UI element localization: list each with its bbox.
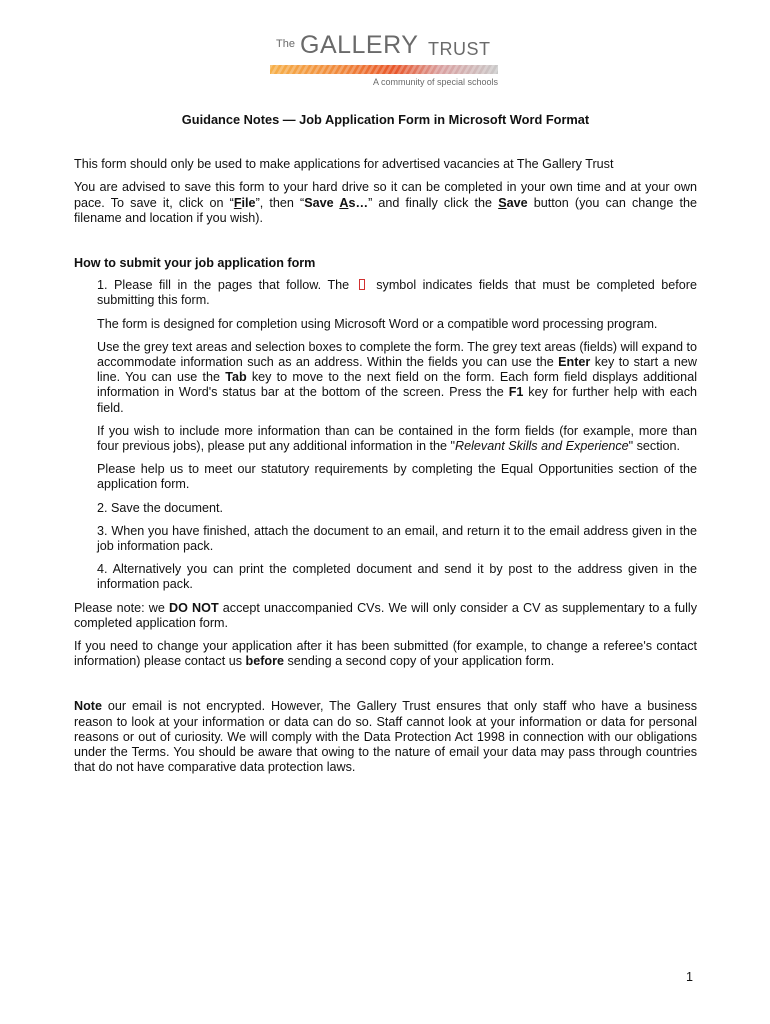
logo-the: The	[276, 38, 295, 50]
logo-gallery: GALLERY	[300, 31, 419, 59]
logo-tagline: A community of special schools	[372, 77, 498, 87]
please-note-paragraph: Please note: we DO NOT accept unaccompanied CVs. We will only consider a CV as supplementary to a fully completed application form.	[74, 600, 697, 630]
document-body	[74, 112, 697, 784]
intro-paragraph-2: You are advised to save this form to your hard drive so it can be completed in your own time and at your own pace. To save it, click on “File”, then “Save As…” and finally click the Save button (you can change the filename and location if you wish).	[74, 180, 697, 225]
required-field-symbol-icon	[359, 279, 365, 290]
step-2: 2. Save the document.	[97, 500, 224, 515]
email-note-paragraph: Note our email is not encrypted. However, The Gallery Trust ensures that only staff who have a business reason to look at your information or data can do so. Staff cannot look at your information or data for personal reasons or out of curiosity. We will comply with the Data Protection Act 1998 in connection with our obligations under the Terms. You should be aware that owing to the nature of email your data may pass through countries that do not have comparative data protection laws.	[74, 699, 697, 775]
step-1: 1. Please fill in the pages that follow. The symbol indicates fields that must be completed before submitting this form.	[97, 278, 697, 308]
paragraph-more-info: If you wish to include more information than can be contained in the form fields (for example, more than four previous jobs), please put any additional information in the "Relevant Skills and Experience" section.	[97, 423, 697, 454]
paragraph-equal-opportunities: Please help us to meet our statutory requirements by completing the Equal Opportunities section of the application form.	[97, 462, 697, 492]
logo-color-bar	[270, 65, 498, 74]
paragraph-grey-areas: Use the grey text areas and selection boxes to complete the form. The grey text areas (fields) will expand to accommodate information such as an address. Within the fields you can use the Enter key to start a new line. You can use the Tab key to move to the next field on the form. Each form field displays additional information in Word's status bar at the bottom of the screen. Press the F1 key for further help with each field.	[97, 339, 697, 415]
page-number: 1	[686, 970, 694, 984]
document-title: Guidance Notes — Job Application Form in Microsoft Word Format	[181, 112, 590, 127]
step-4: 4. Alternatively you can print the completed document and send it by post to the address given in the information pack.	[97, 562, 697, 592]
section-heading-how-to-submit: How to submit your job application form	[74, 256, 316, 271]
gallery-trust-logo	[270, 30, 500, 94]
logo-trust: TRUST	[428, 39, 491, 59]
intro-paragraph-1: This form should only be used to make applications for advertised vacancies at The Gallery Trust	[74, 157, 614, 172]
paragraph-designed: The form is designed for completion using Microsoft Word or a compatible word processing program.	[97, 316, 658, 331]
step-3: 3. When you have finished, attach the document to an email, and return it to the email address given in the job information pack.	[97, 523, 697, 554]
change-application-paragraph: If you need to change your application after it has been submitted (for example, to change a referee's contact information) please contact us before sending a second copy of your application form.	[74, 639, 697, 669]
